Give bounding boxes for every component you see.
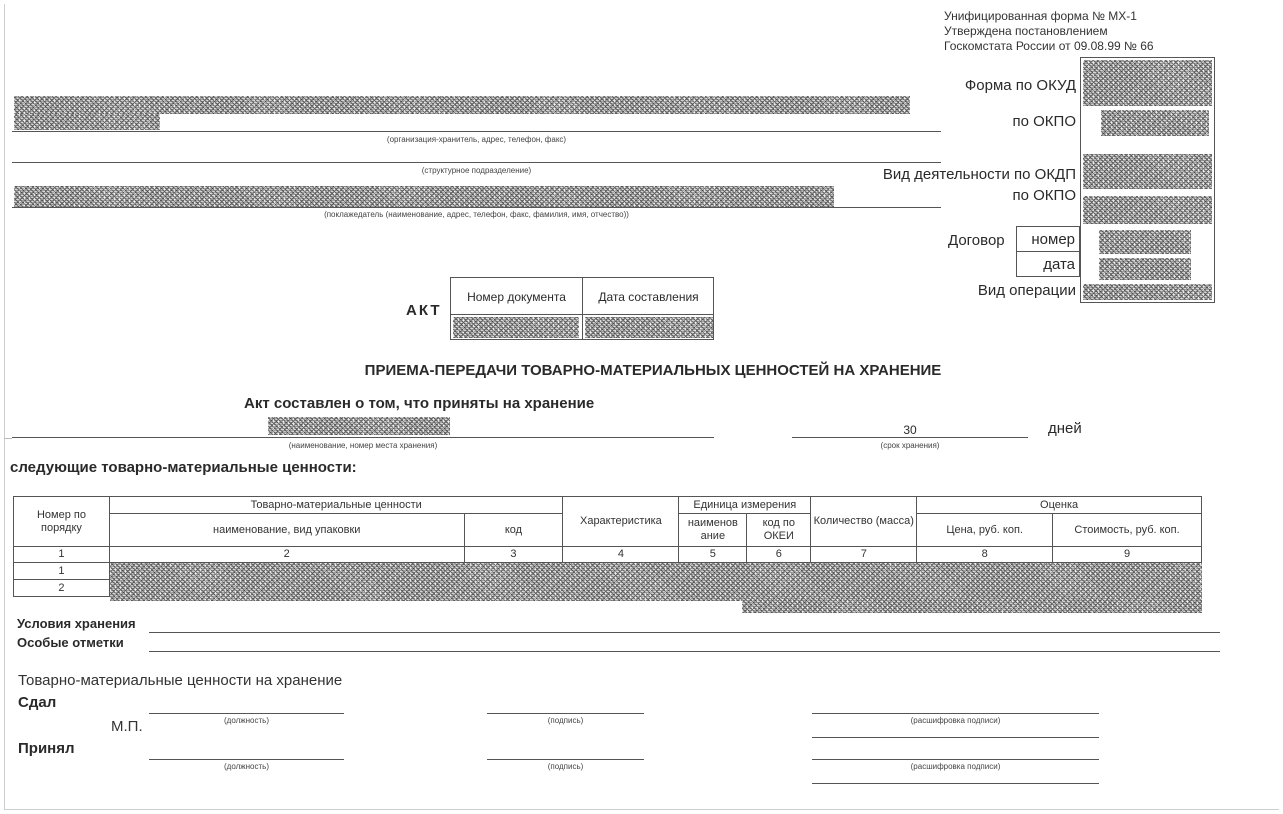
header-code: код	[464, 514, 563, 547]
okud-label: Форма по ОКУД	[964, 77, 1076, 94]
form-header	[944, 9, 1154, 54]
term-value: 30	[903, 423, 917, 437]
col-num-6: 6	[747, 547, 811, 563]
header-unit-name: наименов ание	[679, 514, 747, 547]
gave-decoding-line	[812, 713, 1099, 714]
depositor-caption: (поклажедатель (наименование, адрес, телефон, факс, фамилия, имя, отчество))	[324, 210, 629, 219]
header-unit-group: Единица измерения	[679, 497, 811, 514]
gave-position-line	[149, 713, 344, 714]
col-num-7: 7	[811, 547, 917, 563]
operation-code	[1083, 284, 1212, 300]
header-unit-code: код по ОКЕИ	[747, 514, 811, 547]
keeper-line	[12, 131, 941, 132]
term-caption: (срок хранения)	[880, 441, 940, 450]
special-notes-line	[149, 651, 1220, 652]
col-num-9: 9	[1053, 547, 1202, 563]
okpo-label-1: по ОКПО	[1012, 113, 1076, 130]
form-line-2: Утверждена постановлением	[944, 24, 1108, 38]
okdp-code	[1083, 154, 1212, 189]
col-num-4: 4	[563, 547, 679, 563]
header-name: наименование, вид упаковки	[109, 514, 464, 547]
division-caption: (структурное подразделение)	[421, 166, 532, 175]
header-goods-group: Товарно-материальные ценности	[109, 497, 562, 514]
days-label: дней	[1048, 420, 1082, 437]
contract-box	[1016, 226, 1080, 277]
received-position-line	[149, 759, 344, 760]
keeper-caption: (организация-хранитель, адрес, телефон, факс)	[386, 135, 567, 144]
received-decoding-line-2	[812, 783, 1099, 784]
mp-label: М.П.	[111, 718, 143, 735]
col-num-2: 2	[109, 547, 464, 563]
doc-date-header: Дата составления	[598, 290, 699, 304]
doc-number-header: Номер документа	[467, 290, 566, 304]
contract-number-code	[1099, 230, 1191, 254]
okdp-label: Вид деятельности по ОКДП	[882, 166, 1076, 183]
special-notes-label: Особые отметки	[17, 635, 124, 650]
okpo-code-2	[1083, 196, 1212, 224]
act-doc-hline	[451, 314, 714, 315]
form-line-3: Госкомстата России от 09.08.99 № 66	[944, 39, 1154, 53]
header-price: Цена, руб. коп.	[917, 514, 1053, 547]
depositor-value	[14, 186, 834, 207]
contract-date-label: дата	[1043, 256, 1075, 273]
gave-signature-caption: (подпись)	[547, 716, 584, 725]
doc-number-value	[453, 317, 579, 338]
depositor-line	[12, 207, 941, 208]
storage-conditions-label: Условия хранения	[17, 616, 136, 631]
margin-tick	[4, 438, 12, 439]
table-row: 1	[14, 563, 110, 580]
operation-label: Вид операции	[977, 282, 1076, 299]
keeper-value	[14, 96, 910, 114]
received-label: Принял	[18, 740, 75, 757]
header-quantity: Количество (масса)	[811, 497, 917, 547]
contract-label: Договор	[948, 232, 1005, 249]
received-signature-line	[487, 759, 644, 760]
header-characteristic: Характеристика	[563, 497, 679, 547]
division-line	[12, 162, 941, 163]
storage-place-line	[12, 437, 714, 438]
act-label: АКТ	[406, 302, 442, 319]
table-rows-values	[110, 563, 1202, 601]
okud-code	[1083, 60, 1212, 106]
gave-label: Сдал	[18, 694, 57, 711]
received-signature-caption: (подпись)	[547, 762, 584, 771]
form-line-1: Унифицированная форма № МХ-1	[944, 9, 1137, 23]
okpo-code-1	[1101, 110, 1209, 136]
act-title: ПРИЕМА-ПЕРЕДАЧИ ТОВАРНО-МАТЕРИАЛЬНЫХ ЦЕННОСТЕЙ НА ХРАНЕНИЕ	[364, 362, 942, 379]
header-num: Номер по порядку	[14, 497, 110, 547]
contract-number-label: номер	[1017, 227, 1079, 252]
table-total-values	[742, 599, 1202, 613]
table-row: 2	[14, 580, 110, 597]
col-num-1: 1	[14, 547, 110, 563]
col-num-5: 5	[679, 547, 747, 563]
received-position-caption: (должность)	[224, 762, 269, 771]
storage-conditions-line	[149, 632, 1220, 633]
keeper-value-2	[14, 114, 160, 130]
term-line	[792, 437, 1028, 438]
storage-place-value	[268, 417, 450, 435]
col-num-3: 3	[464, 547, 563, 563]
okpo-label-2: по ОКПО	[1012, 187, 1076, 204]
goods-storage-label: Товарно-материальные ценности на хранение	[18, 672, 343, 689]
gave-signature-line	[487, 713, 644, 714]
received-decoding-line	[812, 759, 1099, 760]
gave-decoding-caption: (расшифровка подписи)	[910, 716, 1001, 725]
header-cost: Стоимость, руб. коп.	[1053, 514, 1202, 547]
contract-date-code	[1099, 258, 1191, 280]
header-eval-group: Оценка	[917, 497, 1202, 514]
act-doc-box	[450, 277, 714, 340]
act-statement: Акт составлен о том, что приняты на хранение	[244, 395, 595, 412]
gave-decoding-line-2	[812, 737, 1099, 738]
following-label: следующие товарно-материальные ценности:	[10, 459, 357, 476]
gave-position-caption: (должность)	[224, 716, 269, 725]
storage-place-caption: (наименование, номер места хранения)	[288, 441, 438, 450]
doc-date-value	[585, 317, 713, 338]
received-decoding-caption: (расшифровка подписи)	[910, 762, 1001, 771]
codes-column	[1080, 57, 1215, 303]
col-num-8: 8	[917, 547, 1053, 563]
